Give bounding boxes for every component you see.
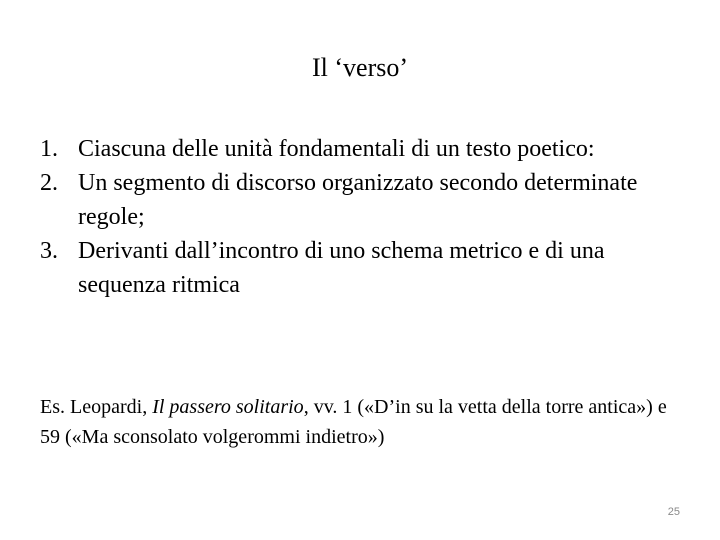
numbered-list bbox=[40, 132, 670, 302]
list-item-text: Ciascuna delle unità fondamentali di un testo poetico: bbox=[78, 136, 595, 162]
slide-title: Il ‘verso’ bbox=[311, 53, 408, 82]
list-item-text: Un segmento di discorso organizzato secondo determinate regole; bbox=[78, 170, 638, 230]
list-item-number: 3. bbox=[40, 238, 58, 264]
list-item-number: 2. bbox=[40, 170, 58, 196]
example-paragraph bbox=[40, 392, 680, 452]
list-item bbox=[40, 166, 670, 234]
list-item bbox=[40, 234, 670, 302]
list-item-text: Derivanti dall’incontro di uno schema metrico e di una sequenza ritmica bbox=[78, 238, 605, 298]
example-suffix: , vv. 1 («D’in su la vetta della torre antica») e 59 («Ma sconsolato volgerommi indietro») bbox=[40, 396, 667, 448]
page-number: 25 bbox=[667, 506, 680, 518]
example-prefix: Es. Leopardi, bbox=[40, 396, 153, 418]
list-item-number: 1. bbox=[40, 136, 58, 162]
example-work-title: Il passero solitario bbox=[152, 396, 304, 418]
list-item bbox=[40, 132, 670, 166]
